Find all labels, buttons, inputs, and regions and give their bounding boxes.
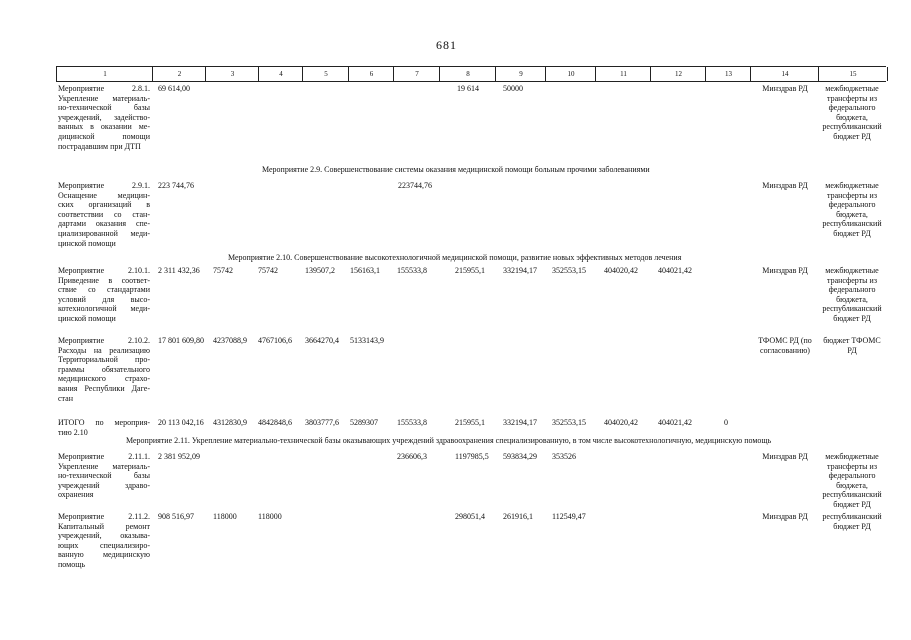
activity-name-line: Приведение в соответ- [58, 275, 150, 285]
activity-name-line: соответствии со стан- [58, 209, 150, 219]
column-header: 5 [302, 67, 349, 81]
cell-c12: 404021,42 [658, 266, 692, 275]
cell-c8: 215955,1 [455, 266, 485, 275]
cell-c12: 404021,42 [658, 418, 692, 427]
activity-name-line: ствие со стандартами [58, 285, 150, 295]
activity-name-line: но-технической базы [58, 103, 150, 113]
funding-source: межбюджетные трансферты из федерального бюджета, республиканский бюджет РД [822, 452, 882, 509]
table-header-row [56, 66, 886, 82]
activity-name-line: Мероприятие 2.11.2. [58, 512, 150, 521]
cell-c8: 19 614 [457, 84, 479, 93]
cell-c2: 2 311 432,36 [158, 266, 200, 275]
cell-c7: 155533,8 [397, 418, 427, 427]
cell-c2: 908 516,97 [158, 512, 194, 521]
column-header: 2 [152, 67, 206, 81]
cell-c3: 75742 [213, 266, 233, 275]
activity-name-line: стан [58, 393, 73, 403]
activity-name-line: медицинского страхо- [58, 374, 150, 384]
activity-name-line: котехнологичной меди- [58, 304, 150, 314]
funding-source: бюджет ТФОМС РД [823, 336, 881, 355]
activity-name-line: охранения [58, 490, 94, 500]
cell-c6: 5289307 [350, 418, 378, 427]
cell-c9: 332194,17 [503, 418, 537, 427]
activity-name-line: Оснащение медицин- [58, 190, 150, 200]
column-header: 1 [56, 67, 153, 81]
section-title: Мероприятие 2.10. Совершенствование высокотехнологичной медицинской помощи, развитие новых эффективных методов лечения [228, 253, 682, 262]
activity-name-line: циализированной меди- [58, 229, 150, 238]
activity-name-line: ванную медицинскую [58, 550, 150, 560]
cell-c7: 236606,3 [397, 452, 427, 461]
cell-c5: 139507,2 [305, 266, 335, 275]
column-header: 4 [258, 67, 303, 81]
funding-source: межбюджетные трансферты из федерального бюджета, республиканский бюджет РД [822, 181, 882, 238]
funding-source: республиканский бюджет РД [822, 512, 882, 531]
activity-name-line: ских организаций в [58, 200, 150, 210]
activity-name-line: дартами оказания спе- [58, 219, 150, 229]
cell-c8: 215955,1 [455, 418, 485, 427]
activity-name-line: учреждений, оказыва- [58, 531, 150, 541]
column-header: 3 [205, 67, 259, 81]
column-header: 8 [439, 67, 496, 81]
responsible-executor: Минздрав РД [762, 512, 808, 521]
activity-name-line: Мероприятие 2.10.1. [58, 266, 150, 275]
funding-source: межбюджетные трансферты из федерального бюджета, республиканский бюджет РД [822, 84, 882, 141]
cell-c9: 332194,17 [503, 266, 537, 275]
cell-c5: 3803777,6 [305, 418, 339, 427]
activity-name-line: Мероприятие 2.8.1. [58, 84, 150, 93]
column-header: 9 [495, 67, 546, 81]
cell-c11: 404020,42 [604, 266, 638, 275]
activity-name-line: тию 2.10 [58, 427, 88, 437]
activity-name-line: учреждений здраво- [58, 480, 150, 490]
column-header: 14 [750, 67, 819, 81]
cell-c3: 4237088,9 [213, 336, 247, 345]
cell-c8: 298051,4 [455, 512, 485, 521]
activity-name-line: дицинской помощи [58, 132, 150, 141]
responsible-executor: Минздрав РД [762, 181, 808, 190]
cell-c2: 2 381 952,09 [158, 452, 200, 461]
activity-name-line: Территориальной про- [58, 355, 150, 365]
column-header: 6 [348, 67, 394, 81]
activity-name-line: вания Республики Даге- [58, 384, 150, 393]
column-header: 12 [650, 67, 706, 81]
activity-name-line: Укрепление материаль- [58, 93, 150, 103]
cell-c7: 155533,8 [397, 266, 427, 275]
activity-name-line: Мероприятие 2.11.1. [58, 452, 150, 461]
column-header: 7 [393, 67, 440, 81]
cell-c3: 4312830,9 [213, 418, 247, 427]
activity-name-line: Капитальный ремонт [58, 521, 150, 531]
responsible-executor: ТФОМС РД (по согласованию) [758, 336, 812, 355]
responsible-executor: Минздрав РД [762, 84, 808, 93]
section-title: Мероприятие 2.11. Укрепление материально-технической базы оказывающих учреждений здравоохранения специализированную, в том числе высокотехнологичную, медицинскую помощь [126, 436, 772, 445]
cell-c9: 50000 [503, 84, 523, 93]
cell-c2: 20 113 042,16 [158, 418, 204, 427]
cell-c10: 352553,15 [552, 266, 586, 275]
cell-c4: 75742 [258, 266, 278, 275]
cell-c4: 4767106,6 [258, 336, 292, 345]
page-number: 681 [436, 38, 457, 52]
activity-name-line: ванных в оказании ме- [58, 122, 150, 132]
cell-c4: 4842848,6 [258, 418, 292, 427]
cell-c2: 17 801 609,80 [158, 336, 204, 345]
section-title: Мероприятие 2.9. Совершенствование системы оказания медицинской помощи больным прочими заболеваниями [262, 165, 650, 174]
cell-c2: 69 614,00 [158, 84, 190, 93]
cell-c4: 118000 [258, 512, 282, 521]
activity-name-line: пострадавшим при ДТП [58, 141, 141, 151]
responsible-executor: Минздрав РД [762, 452, 808, 461]
activity-name-line: Мероприятие 2.10.2. [58, 336, 150, 345]
activity-name-line: граммы обязательного [58, 364, 150, 374]
activity-name-line: Расходы на реализацию [58, 345, 150, 355]
activity-name-line: но-технической базы [58, 471, 150, 481]
cell-c6: 5133143,9 [350, 336, 384, 345]
activity-name-line: помощь [58, 560, 85, 569]
activity-name-line: цинской помощи [58, 314, 116, 323]
cell-c8: 1197985,5 [455, 452, 489, 461]
cell-c3: 118000 [213, 512, 237, 521]
activity-name-line: Мероприятие 2.9.1. [58, 181, 150, 190]
activity-name-line: цинской помощи [58, 238, 116, 248]
activity-name-line: учреждений, задейство- [58, 112, 150, 122]
cell-c6: 156163,1 [350, 266, 380, 275]
column-header: 15 [818, 67, 888, 81]
cell-c10: 353526 [552, 452, 576, 461]
cell-c5: 3664270,4 [305, 336, 339, 345]
column-header: 10 [545, 67, 596, 81]
funding-source: межбюджетные трансферты из федерального бюджета, республиканский бюджет РД [822, 266, 882, 323]
cell-c9: 261916,1 [503, 512, 533, 521]
cell-c10: 352553,15 [552, 418, 586, 427]
cell-c9: 593834,29 [503, 452, 537, 461]
column-header: 11 [595, 67, 651, 81]
activity-name-line: Укрепление материаль- [58, 461, 150, 471]
cell-c13: 0 [724, 418, 728, 427]
responsible-executor: Минздрав РД [762, 266, 808, 275]
cell-c7: 223744,76 [398, 181, 432, 190]
column-header: 13 [705, 67, 751, 81]
activity-name-line: ющих специализиро- [58, 540, 150, 550]
activity-name-line: условий для высо- [58, 294, 150, 304]
cell-c2: 223 744,76 [158, 181, 194, 190]
activity-name-line: ИТОГО по мероприя- [58, 418, 150, 427]
cell-c10: 112549,47 [552, 512, 586, 521]
cell-c11: 404020,42 [604, 418, 638, 427]
